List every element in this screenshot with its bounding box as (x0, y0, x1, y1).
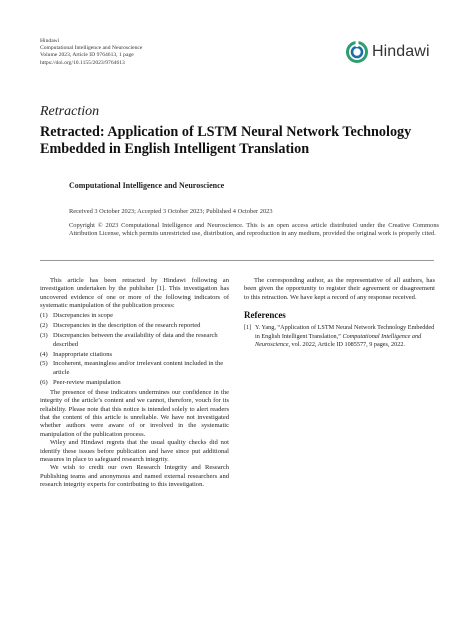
reference-authors-title: Y. Yang, “Application of LSTM Neural Network Technology Embedded in English Intelligent Translation,” (255, 324, 435, 340)
list-text: Inappropriate citations (53, 350, 113, 358)
publication-dates: Received 3 October 2023; Accepted 3 October 2023; Published 4 October 2023 (69, 208, 273, 215)
hindawi-logo-icon (345, 40, 369, 64)
list-number: (4) (40, 350, 48, 358)
list-number: (6) (40, 378, 48, 386)
list-text: Discrepancies in scope (53, 312, 113, 320)
volume-info: Volume 2023, Article ID 9764613, 1 page (40, 52, 134, 59)
list-item (40, 332, 229, 349)
list-number: (5) (40, 360, 48, 368)
reference-text[interactable] (255, 324, 435, 349)
list-item (40, 312, 229, 320)
copyright-notice: Copyright © 2023 Computational Intelligence and Neuroscience. This is an open access article distributed under the Creative Commons Attribution License, which permits unrestricted use, distribution, and reproduction in any medium, provided the original work is properly cited. (69, 222, 439, 238)
regrets-paragraph: Wiley and Hindawi regrets that the usual quality checks did not identify these issues before publication and have since put additional measures in place to safeguard research integrity. (40, 439, 229, 463)
reference-item (244, 324, 435, 349)
left-column (40, 277, 229, 489)
list-item (40, 351, 229, 359)
journal-title-small: Computational Intelligence and Neuroscience (40, 45, 143, 52)
list-number: (3) (40, 332, 48, 340)
list-item (40, 360, 229, 377)
list-item (40, 379, 229, 387)
author-response-paragraph: The corresponding author, as the representative of all authors, has been given the opportunity to register their agreement or disagreement to this retraction. We have kept a record of any response received. (244, 277, 435, 301)
reference-number: [1] (244, 324, 252, 332)
reference-details: , vol. 2022, Article ID 1085577, 9 pages, 2022. (288, 340, 405, 348)
list-item (40, 322, 229, 330)
journal-meta (40, 38, 142, 67)
list-text: Discrepancies between the availability of data and the research described (53, 332, 218, 348)
article-title: Retracted: Application of LSTM Neural Network Technology Embedded in English Intelligent Translation (40, 124, 412, 157)
section-divider (40, 260, 434, 261)
right-column (244, 277, 435, 349)
reference-journal: Computational Intelligence and Neuroscience (255, 332, 422, 348)
list-number: (1) (40, 312, 48, 320)
hindawi-logo (345, 40, 430, 64)
journal-name: Computational Intelligence and Neuroscience (69, 181, 225, 190)
publisher-name: Hindawi (40, 38, 60, 44)
list-text: Incoherent, meaningless and/or irrelevant content included in the article (53, 360, 224, 376)
list-text: Discrepancies in the description of the research reported (53, 322, 201, 330)
references-heading: References (244, 310, 286, 321)
indicator-list (40, 312, 229, 387)
presence-paragraph: The presence of these indicators undermines our confidence in the integrity of the article’s content and we cannot, therefore, vouch for its reliability. Please note that this notice is intended solely to alert readers that the content of this article is unreliable. We have not investigated whether authors were aware of or involved in the systematic manipulation of the publication process. (40, 389, 229, 438)
list-number: (2) (40, 322, 48, 330)
credit-paragraph: We wish to credit our own Research Integrity and Research Publishing teams and anonymous and named external researchers and research integrity experts for contributing to this investigation. (40, 464, 229, 488)
logo-text: Hindawi (372, 43, 430, 60)
list-text: Peer-review manipulation (53, 378, 121, 386)
article-type-label: Retraction (40, 104, 100, 119)
doi-link[interactable]: https://doi.org/10.1155/2023/9764613 (40, 59, 125, 66)
intro-paragraph: This article has been retracted by Hindawi following an investigation undertaken by the publisher [1]. This investigation has uncovered evidence of one or more of the following indicators of systematic manipulation of the publication process: (40, 277, 229, 310)
